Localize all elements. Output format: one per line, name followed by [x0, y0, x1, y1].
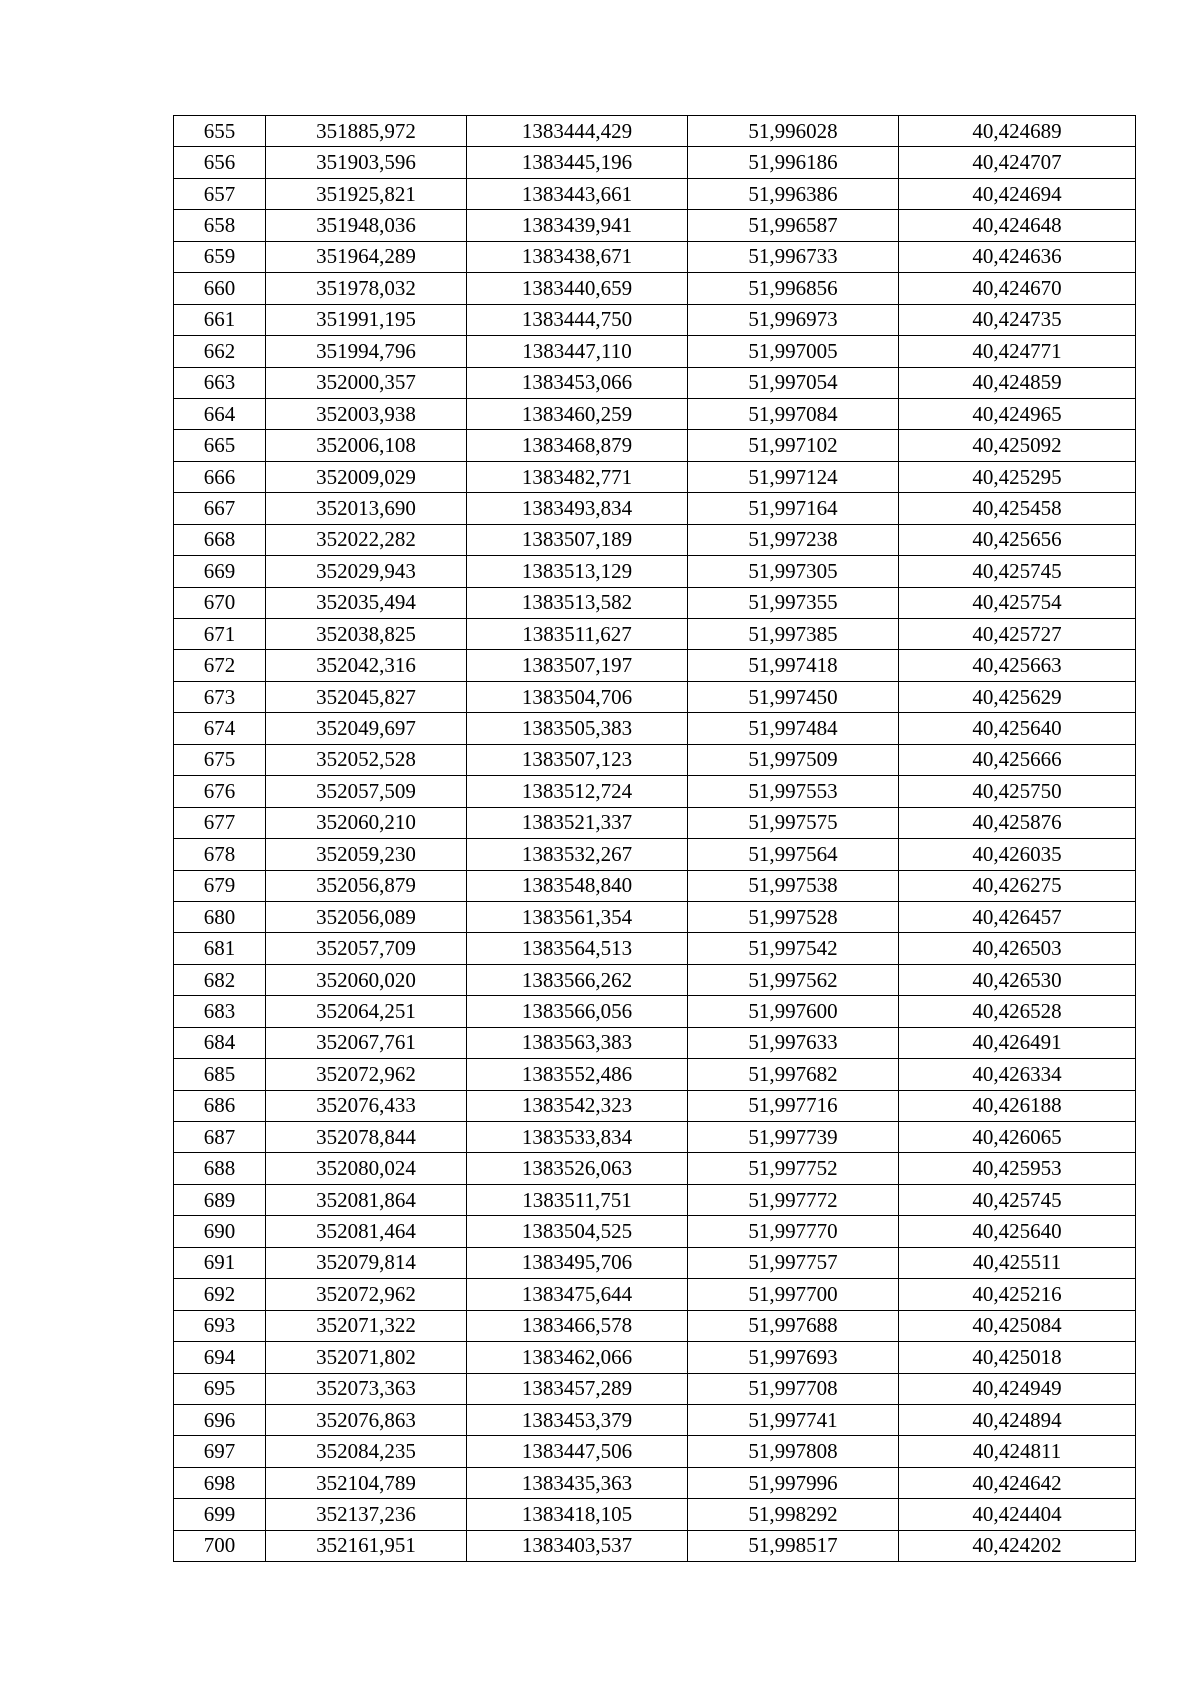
table-row — [174, 1279, 1136, 1310]
longitude-cell: 40,426530 — [899, 964, 1136, 995]
point-number-cell: 673 — [174, 681, 266, 712]
y-coordinate-cell: 1383566,262 — [467, 964, 688, 995]
point-number-cell: 684 — [174, 1027, 266, 1058]
x-coordinate-cell: 352071,322 — [266, 1310, 467, 1341]
longitude-cell: 40,425216 — [899, 1279, 1136, 1310]
longitude-cell: 40,425754 — [899, 587, 1136, 618]
point-number-cell: 667 — [174, 493, 266, 524]
latitude-cell: 51,997757 — [688, 1247, 899, 1278]
y-coordinate-cell: 1383511,627 — [467, 619, 688, 650]
point-number-cell: 661 — [174, 304, 266, 335]
latitude-cell: 51,997509 — [688, 744, 899, 775]
x-coordinate-cell: 351885,972 — [266, 116, 467, 147]
y-coordinate-cell: 1383438,671 — [467, 241, 688, 272]
x-coordinate-cell: 352161,951 — [266, 1530, 467, 1561]
x-coordinate-cell: 352045,827 — [266, 681, 467, 712]
longitude-cell: 40,426035 — [899, 839, 1136, 870]
longitude-cell: 40,425727 — [899, 619, 1136, 650]
x-coordinate-cell: 352049,697 — [266, 713, 467, 744]
x-coordinate-cell: 352137,236 — [266, 1499, 467, 1530]
x-coordinate-cell: 351948,036 — [266, 210, 467, 241]
point-number-cell: 690 — [174, 1216, 266, 1247]
latitude-cell: 51,997124 — [688, 461, 899, 492]
table-row — [174, 367, 1136, 398]
longitude-cell: 40,425629 — [899, 681, 1136, 712]
x-coordinate-cell: 351978,032 — [266, 273, 467, 304]
longitude-cell: 40,426275 — [899, 870, 1136, 901]
table-body — [174, 116, 1136, 1562]
x-coordinate-cell: 352056,089 — [266, 901, 467, 932]
x-coordinate-cell: 351991,195 — [266, 304, 467, 335]
table-row — [174, 807, 1136, 838]
x-coordinate-cell: 352006,108 — [266, 430, 467, 461]
y-coordinate-cell: 1383513,129 — [467, 556, 688, 587]
latitude-cell: 51,996973 — [688, 304, 899, 335]
y-coordinate-cell: 1383462,066 — [467, 1342, 688, 1373]
y-coordinate-cell: 1383447,506 — [467, 1436, 688, 1467]
longitude-cell: 40,424771 — [899, 336, 1136, 367]
x-coordinate-cell: 352022,282 — [266, 524, 467, 555]
table-row — [174, 116, 1136, 147]
latitude-cell: 51,997450 — [688, 681, 899, 712]
latitude-cell: 51,996856 — [688, 273, 899, 304]
table-row — [174, 178, 1136, 209]
x-coordinate-cell: 352079,814 — [266, 1247, 467, 1278]
latitude-cell: 51,997238 — [688, 524, 899, 555]
longitude-cell: 40,426503 — [899, 933, 1136, 964]
x-coordinate-cell: 352080,024 — [266, 1153, 467, 1184]
latitude-cell: 51,996028 — [688, 116, 899, 147]
longitude-cell: 40,424811 — [899, 1436, 1136, 1467]
latitude-cell: 51,998517 — [688, 1530, 899, 1561]
y-coordinate-cell: 1383507,189 — [467, 524, 688, 555]
point-number-cell: 682 — [174, 964, 266, 995]
longitude-cell: 40,425018 — [899, 1342, 1136, 1373]
y-coordinate-cell: 1383447,110 — [467, 336, 688, 367]
x-coordinate-cell: 351994,796 — [266, 336, 467, 367]
y-coordinate-cell: 1383457,289 — [467, 1373, 688, 1404]
latitude-cell: 51,997005 — [688, 336, 899, 367]
y-coordinate-cell: 1383453,379 — [467, 1404, 688, 1435]
y-coordinate-cell: 1383418,105 — [467, 1499, 688, 1530]
x-coordinate-cell: 352052,528 — [266, 744, 467, 775]
x-coordinate-cell: 352081,864 — [266, 1184, 467, 1215]
point-number-cell: 681 — [174, 933, 266, 964]
x-coordinate-cell: 351903,596 — [266, 147, 467, 178]
x-coordinate-cell: 351964,289 — [266, 241, 467, 272]
point-number-cell: 668 — [174, 524, 266, 555]
y-coordinate-cell: 1383444,429 — [467, 116, 688, 147]
longitude-cell: 40,424949 — [899, 1373, 1136, 1404]
y-coordinate-cell: 1383468,879 — [467, 430, 688, 461]
longitude-cell: 40,425084 — [899, 1310, 1136, 1341]
y-coordinate-cell: 1383493,834 — [467, 493, 688, 524]
latitude-cell: 51,997355 — [688, 587, 899, 618]
x-coordinate-cell: 352042,316 — [266, 650, 467, 681]
longitude-cell: 40,425745 — [899, 1184, 1136, 1215]
y-coordinate-cell: 1383513,582 — [467, 587, 688, 618]
x-coordinate-cell: 352060,210 — [266, 807, 467, 838]
point-number-cell: 666 — [174, 461, 266, 492]
point-number-cell: 692 — [174, 1279, 266, 1310]
longitude-cell: 40,425458 — [899, 493, 1136, 524]
x-coordinate-cell: 352060,020 — [266, 964, 467, 995]
point-number-cell: 698 — [174, 1467, 266, 1498]
longitude-cell: 40,426528 — [899, 996, 1136, 1027]
longitude-cell: 40,424859 — [899, 367, 1136, 398]
y-coordinate-cell: 1383443,661 — [467, 178, 688, 209]
point-number-cell: 686 — [174, 1090, 266, 1121]
latitude-cell: 51,996587 — [688, 210, 899, 241]
table-row — [174, 1247, 1136, 1278]
point-number-cell: 663 — [174, 367, 266, 398]
longitude-cell: 40,425295 — [899, 461, 1136, 492]
table-row — [174, 619, 1136, 650]
longitude-cell: 40,424894 — [899, 1404, 1136, 1435]
x-coordinate-cell: 352057,509 — [266, 776, 467, 807]
table-row — [174, 147, 1136, 178]
x-coordinate-cell: 352076,863 — [266, 1404, 467, 1435]
point-number-cell: 672 — [174, 650, 266, 681]
y-coordinate-cell: 1383453,066 — [467, 367, 688, 398]
longitude-cell: 40,424404 — [899, 1499, 1136, 1530]
point-number-cell: 657 — [174, 178, 266, 209]
longitude-cell: 40,426334 — [899, 1059, 1136, 1090]
point-number-cell: 691 — [174, 1247, 266, 1278]
longitude-cell: 40,426065 — [899, 1122, 1136, 1153]
latitude-cell: 51,997633 — [688, 1027, 899, 1058]
table-row — [174, 1436, 1136, 1467]
longitude-cell: 40,424670 — [899, 273, 1136, 304]
y-coordinate-cell: 1383466,578 — [467, 1310, 688, 1341]
x-coordinate-cell: 352003,938 — [266, 398, 467, 429]
y-coordinate-cell: 1383505,383 — [467, 713, 688, 744]
longitude-cell: 40,426188 — [899, 1090, 1136, 1121]
point-number-cell: 665 — [174, 430, 266, 461]
point-number-cell: 689 — [174, 1184, 266, 1215]
point-number-cell: 671 — [174, 619, 266, 650]
table-row — [174, 650, 1136, 681]
y-coordinate-cell: 1383435,363 — [467, 1467, 688, 1498]
latitude-cell: 51,997996 — [688, 1467, 899, 1498]
x-coordinate-cell: 352104,789 — [266, 1467, 467, 1498]
table-row — [174, 273, 1136, 304]
point-number-cell: 675 — [174, 744, 266, 775]
x-coordinate-cell: 352067,761 — [266, 1027, 467, 1058]
point-number-cell: 695 — [174, 1373, 266, 1404]
latitude-cell: 51,997772 — [688, 1184, 899, 1215]
latitude-cell: 51,997562 — [688, 964, 899, 995]
point-number-cell: 660 — [174, 273, 266, 304]
table-row — [174, 1216, 1136, 1247]
point-number-cell: 683 — [174, 996, 266, 1027]
table-row — [174, 241, 1136, 272]
longitude-cell: 40,424689 — [899, 116, 1136, 147]
y-coordinate-cell: 1383548,840 — [467, 870, 688, 901]
latitude-cell: 51,996386 — [688, 178, 899, 209]
longitude-cell: 40,425953 — [899, 1153, 1136, 1184]
table-row — [174, 398, 1136, 429]
table-row — [174, 870, 1136, 901]
point-number-cell: 694 — [174, 1342, 266, 1373]
point-number-cell: 696 — [174, 1404, 266, 1435]
table-row — [174, 524, 1136, 555]
point-number-cell: 688 — [174, 1153, 266, 1184]
table-row — [174, 336, 1136, 367]
x-coordinate-cell: 352064,251 — [266, 996, 467, 1027]
x-coordinate-cell: 352057,709 — [266, 933, 467, 964]
latitude-cell: 51,997575 — [688, 807, 899, 838]
table-row — [174, 304, 1136, 335]
point-number-cell: 662 — [174, 336, 266, 367]
latitude-cell: 51,997484 — [688, 713, 899, 744]
point-number-cell: 674 — [174, 713, 266, 744]
latitude-cell: 51,997102 — [688, 430, 899, 461]
y-coordinate-cell: 1383495,706 — [467, 1247, 688, 1278]
table-row — [174, 493, 1136, 524]
y-coordinate-cell: 1383552,486 — [467, 1059, 688, 1090]
latitude-cell: 51,997418 — [688, 650, 899, 681]
x-coordinate-cell: 352029,943 — [266, 556, 467, 587]
latitude-cell: 51,997741 — [688, 1404, 899, 1435]
longitude-cell: 40,424202 — [899, 1530, 1136, 1561]
x-coordinate-cell: 352009,029 — [266, 461, 467, 492]
latitude-cell: 51,997385 — [688, 619, 899, 650]
longitude-cell: 40,425876 — [899, 807, 1136, 838]
y-coordinate-cell: 1383504,525 — [467, 1216, 688, 1247]
longitude-cell: 40,424642 — [899, 1467, 1136, 1498]
latitude-cell: 51,997688 — [688, 1310, 899, 1341]
x-coordinate-cell: 352071,802 — [266, 1342, 467, 1373]
y-coordinate-cell: 1383532,267 — [467, 839, 688, 870]
x-coordinate-cell: 352073,363 — [266, 1373, 467, 1404]
point-number-cell: 658 — [174, 210, 266, 241]
latitude-cell: 51,996186 — [688, 147, 899, 178]
y-coordinate-cell: 1383439,941 — [467, 210, 688, 241]
point-number-cell: 656 — [174, 147, 266, 178]
coordinates-table — [173, 115, 1136, 1562]
longitude-cell: 40,424648 — [899, 210, 1136, 241]
point-number-cell: 697 — [174, 1436, 266, 1467]
y-coordinate-cell: 1383440,659 — [467, 273, 688, 304]
longitude-cell: 40,425640 — [899, 1216, 1136, 1247]
point-number-cell: 680 — [174, 901, 266, 932]
longitude-cell: 40,425745 — [899, 556, 1136, 587]
x-coordinate-cell: 352081,464 — [266, 1216, 467, 1247]
x-coordinate-cell: 352078,844 — [266, 1122, 467, 1153]
table-row — [174, 713, 1136, 744]
y-coordinate-cell: 1383512,724 — [467, 776, 688, 807]
table-row — [174, 1310, 1136, 1341]
longitude-cell: 40,424636 — [899, 241, 1136, 272]
point-number-cell: 679 — [174, 870, 266, 901]
table-row — [174, 901, 1136, 932]
x-coordinate-cell: 352000,357 — [266, 367, 467, 398]
latitude-cell: 51,997682 — [688, 1059, 899, 1090]
y-coordinate-cell: 1383564,513 — [467, 933, 688, 964]
y-coordinate-cell: 1383563,383 — [467, 1027, 688, 1058]
table-row — [174, 1373, 1136, 1404]
longitude-cell: 40,425663 — [899, 650, 1136, 681]
table-row — [174, 776, 1136, 807]
latitude-cell: 51,997528 — [688, 901, 899, 932]
longitude-cell: 40,425656 — [899, 524, 1136, 555]
x-coordinate-cell: 352056,879 — [266, 870, 467, 901]
longitude-cell: 40,425640 — [899, 713, 1136, 744]
point-number-cell: 700 — [174, 1530, 266, 1561]
longitude-cell: 40,426491 — [899, 1027, 1136, 1058]
latitude-cell: 51,997553 — [688, 776, 899, 807]
table-row — [174, 933, 1136, 964]
point-number-cell: 659 — [174, 241, 266, 272]
latitude-cell: 51,997054 — [688, 367, 899, 398]
y-coordinate-cell: 1383521,337 — [467, 807, 688, 838]
longitude-cell: 40,425511 — [899, 1247, 1136, 1278]
table-row — [174, 1499, 1136, 1530]
table-row — [174, 461, 1136, 492]
y-coordinate-cell: 1383507,197 — [467, 650, 688, 681]
latitude-cell: 51,997538 — [688, 870, 899, 901]
longitude-cell: 40,425092 — [899, 430, 1136, 461]
longitude-cell: 40,424694 — [899, 178, 1136, 209]
x-coordinate-cell: 351925,821 — [266, 178, 467, 209]
y-coordinate-cell: 1383533,834 — [467, 1122, 688, 1153]
table-row — [174, 1342, 1136, 1373]
point-number-cell: 676 — [174, 776, 266, 807]
point-number-cell: 693 — [174, 1310, 266, 1341]
table-row — [174, 1404, 1136, 1435]
table-row — [174, 587, 1136, 618]
longitude-cell: 40,425666 — [899, 744, 1136, 775]
y-coordinate-cell: 1383526,063 — [467, 1153, 688, 1184]
y-coordinate-cell: 1383566,056 — [467, 996, 688, 1027]
y-coordinate-cell: 1383482,771 — [467, 461, 688, 492]
x-coordinate-cell: 352084,235 — [266, 1436, 467, 1467]
longitude-cell: 40,425750 — [899, 776, 1136, 807]
x-coordinate-cell: 352038,825 — [266, 619, 467, 650]
latitude-cell: 51,997164 — [688, 493, 899, 524]
longitude-cell: 40,424735 — [899, 304, 1136, 335]
point-number-cell: 699 — [174, 1499, 266, 1530]
latitude-cell: 51,996733 — [688, 241, 899, 272]
y-coordinate-cell: 1383511,751 — [467, 1184, 688, 1215]
point-number-cell: 664 — [174, 398, 266, 429]
table-row — [174, 1059, 1136, 1090]
x-coordinate-cell: 352059,230 — [266, 839, 467, 870]
y-coordinate-cell: 1383460,259 — [467, 398, 688, 429]
point-number-cell: 655 — [174, 116, 266, 147]
table-row — [174, 744, 1136, 775]
x-coordinate-cell: 352013,690 — [266, 493, 467, 524]
table-row — [174, 210, 1136, 241]
latitude-cell: 51,997305 — [688, 556, 899, 587]
x-coordinate-cell: 352035,494 — [266, 587, 467, 618]
latitude-cell: 51,997542 — [688, 933, 899, 964]
latitude-cell: 51,997700 — [688, 1279, 899, 1310]
y-coordinate-cell: 1383542,323 — [467, 1090, 688, 1121]
table-row — [174, 1122, 1136, 1153]
x-coordinate-cell: 352076,433 — [266, 1090, 467, 1121]
latitude-cell: 51,997770 — [688, 1216, 899, 1247]
table-row — [174, 1090, 1136, 1121]
table-row — [174, 964, 1136, 995]
table-row — [174, 839, 1136, 870]
table-row — [174, 1027, 1136, 1058]
point-number-cell: 669 — [174, 556, 266, 587]
y-coordinate-cell: 1383561,354 — [467, 901, 688, 932]
x-coordinate-cell: 352072,962 — [266, 1279, 467, 1310]
latitude-cell: 51,997752 — [688, 1153, 899, 1184]
latitude-cell: 51,997808 — [688, 1436, 899, 1467]
table-row — [174, 996, 1136, 1027]
y-coordinate-cell: 1383403,537 — [467, 1530, 688, 1561]
table-row — [174, 1184, 1136, 1215]
longitude-cell: 40,426457 — [899, 901, 1136, 932]
point-number-cell: 670 — [174, 587, 266, 618]
latitude-cell: 51,997564 — [688, 839, 899, 870]
table-row — [174, 430, 1136, 461]
y-coordinate-cell: 1383445,196 — [467, 147, 688, 178]
latitude-cell: 51,997716 — [688, 1090, 899, 1121]
table-row — [174, 1467, 1136, 1498]
latitude-cell: 51,997739 — [688, 1122, 899, 1153]
longitude-cell: 40,424965 — [899, 398, 1136, 429]
latitude-cell: 51,997084 — [688, 398, 899, 429]
latitude-cell: 51,997708 — [688, 1373, 899, 1404]
longitude-cell: 40,424707 — [899, 147, 1136, 178]
latitude-cell: 51,997693 — [688, 1342, 899, 1373]
table-row — [174, 681, 1136, 712]
table-row — [174, 556, 1136, 587]
latitude-cell: 51,997600 — [688, 996, 899, 1027]
table-row — [174, 1530, 1136, 1561]
y-coordinate-cell: 1383507,123 — [467, 744, 688, 775]
y-coordinate-cell: 1383504,706 — [467, 681, 688, 712]
x-coordinate-cell: 352072,962 — [266, 1059, 467, 1090]
latitude-cell: 51,998292 — [688, 1499, 899, 1530]
point-number-cell: 687 — [174, 1122, 266, 1153]
table-row — [174, 1153, 1136, 1184]
y-coordinate-cell: 1383475,644 — [467, 1279, 688, 1310]
point-number-cell: 677 — [174, 807, 266, 838]
point-number-cell: 685 — [174, 1059, 266, 1090]
y-coordinate-cell: 1383444,750 — [467, 304, 688, 335]
point-number-cell: 678 — [174, 839, 266, 870]
